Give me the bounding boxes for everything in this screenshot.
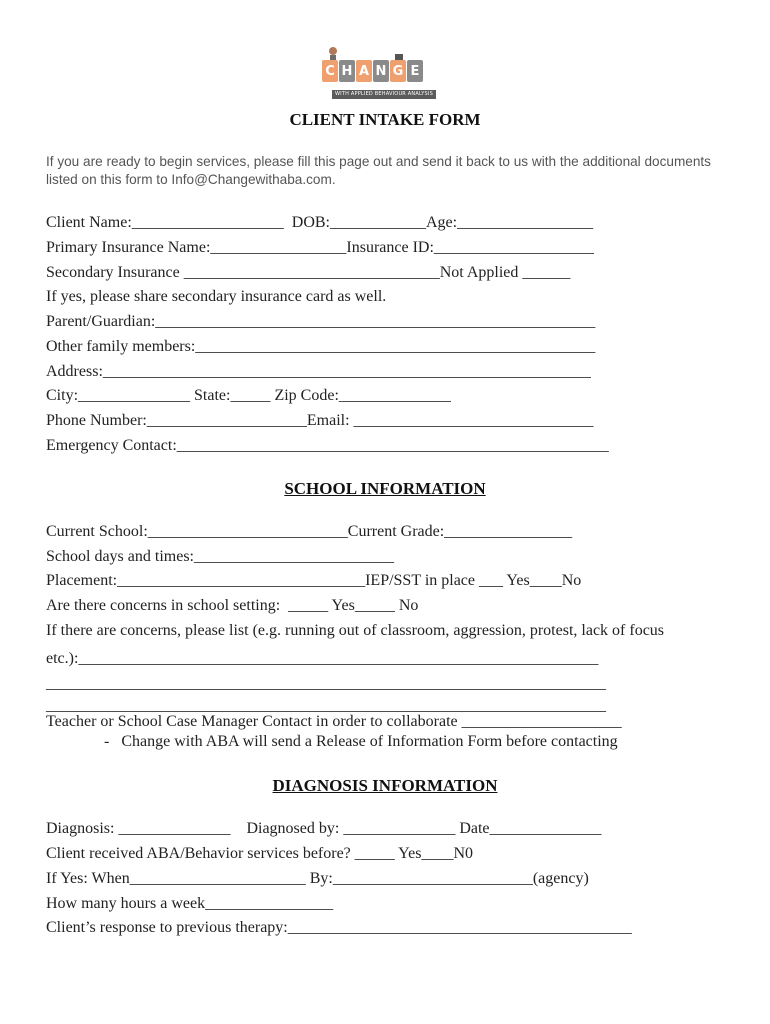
field-line-school-concerns[interactable]: Are there concerns in school setting: _____ Yes_____ No	[46, 597, 419, 614]
field-line-blank[interactable]: ______________________________________________________________________	[46, 675, 606, 692]
field-line-current-school[interactable]: Current School:_________________________Current Grade:________________	[46, 523, 573, 540]
diagnosis-heading: DIAGNOSIS INFORMATION	[272, 776, 498, 795]
field-line-address[interactable]: Address:_____________________________________________________________	[46, 363, 591, 380]
logo-letter: C	[322, 60, 338, 82]
field-line-school-days[interactable]: School days and times:_________________________	[46, 548, 394, 565]
field-line-blank[interactable]: ______________________________________________________________________	[46, 697, 606, 714]
instruction-line: If there are concerns, please list (e.g. running out of classroom, aggression, protest, lack of focus	[46, 622, 665, 639]
field-line-city[interactable]: City:______________ State:_____ Zip Code:______________	[46, 387, 451, 404]
instruction-line: If yes, please share secondary insurance card as well.	[46, 288, 387, 305]
field-line-diagnosis[interactable]: Diagnosis: ______________ Diagnosed by: ______________ Date______________	[46, 820, 602, 837]
bullet-text: Change with ABA will send a Release of Information Form before contacting	[121, 733, 618, 750]
logo-letter: A	[356, 60, 372, 82]
field-line-previous-aba[interactable]: Client received ABA/Behavior services before? _____ Yes____N0	[46, 845, 474, 862]
change-logo	[318, 46, 448, 102]
logo-letter: G	[390, 60, 406, 82]
logo-tagline: WITH APPLIED BEHAVIOUR ANALYSIS	[332, 90, 436, 99]
field-line-phone-email[interactable]: Phone Number:____________________Email: ______________________________	[46, 412, 594, 429]
school-heading: SCHOOL INFORMATION	[284, 479, 486, 498]
field-line-parent-guardian[interactable]: Parent/Guardian:_______________________________________________________	[46, 313, 596, 330]
intro-text: If you are ready to begin services, please fill this page out and send it back to us with the additional documents listed on this form to Info@Changewithaba.com.	[46, 154, 711, 187]
field-line-primary-insurance[interactable]: Primary Insurance Name:_________________Insurance ID:____________________	[46, 239, 594, 256]
field-line-hours-week[interactable]: How many hours a week________________	[46, 895, 334, 912]
field-line-previous-response[interactable]: Client’s response to previous therapy:___________________________________________	[46, 919, 632, 936]
field-line-placement[interactable]: Placement:_______________________________IEP/SST in place ___ Yes____No	[46, 572, 582, 589]
logo-letter: N	[373, 60, 389, 82]
logo-letter: E	[407, 60, 423, 82]
dash-bullet-icon: -	[104, 733, 122, 750]
field-line-when-by[interactable]: If Yes: When______________________ By:_________________________(agency)	[46, 870, 589, 887]
bullet-item	[104, 733, 618, 751]
logo-letter: H	[339, 60, 355, 82]
field-line-client-name[interactable]: Client Name:___________________ DOB:____________Age:_________________	[46, 214, 594, 231]
field-line-secondary-insurance[interactable]: Secondary Insurance ________________________________Not Applied ______	[46, 264, 571, 281]
field-line-emergency-contact[interactable]: Emergency Contact:______________________________________________________	[46, 437, 609, 454]
logo-letters	[322, 60, 446, 84]
field-line-family-members[interactable]: Other family members:__________________________________________________	[46, 338, 596, 355]
field-line-teacher-contact[interactable]: Teacher or School Case Manager Contact in order to collaborate ____________________	[46, 713, 622, 730]
form-title: CLIENT INTAKE FORM	[289, 110, 481, 129]
field-line-concerns-list[interactable]: etc.):_________________________________________________________________	[46, 650, 599, 667]
